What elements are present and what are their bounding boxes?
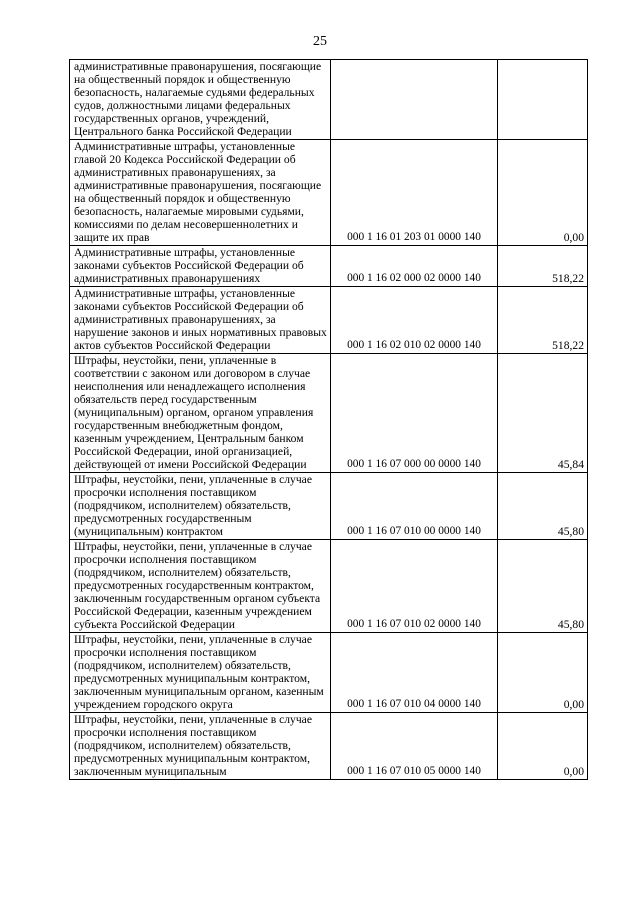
row-description: Штрафы, неустойки, пени, уплаченные в случае просрочки исполнения поставщиком (подрядчиком, исполнителем) обязательств, предусмотренных государственным (муниципальным) контрактом xyxy=(70,473,331,540)
row-amount: 518,22 xyxy=(498,246,588,287)
table-row xyxy=(70,540,588,633)
row-code: 000 1 16 07 000 00 0000 140 xyxy=(331,354,498,473)
row-code: 000 1 16 01 203 01 0000 140 xyxy=(331,140,498,246)
table-row xyxy=(70,633,588,713)
row-description: Штрафы, неустойки, пени, уплаченные в случае просрочки исполнения поставщиком (подрядчиком, исполнителем) обязательств, предусмотренных государственным контрактом, заключенным государственным органом субъекта Российской Федерации, казенным учреждением субъекта Российской Федерации xyxy=(70,540,331,633)
row-description: Штрафы, неустойки, пени, уплаченные в случае просрочки исполнения поставщиком (подрядчиком, исполнителем) обязательств, предусмотренных муниципальным контрактом, заключенным муниципальным органом, казенным учреждением городского округа xyxy=(70,633,331,713)
table-row xyxy=(70,473,588,540)
row-amount: 45,80 xyxy=(498,473,588,540)
budget-table xyxy=(69,59,588,780)
row-amount: 0,00 xyxy=(498,633,588,713)
row-amount: 45,84 xyxy=(498,354,588,473)
row-description: Штрафы, неустойки, пени, уплаченные в случае просрочки исполнения поставщиком (подрядчиком, исполнителем) обязательств, предусмотренных муниципальным контрактом, заключенным муниципальным xyxy=(70,713,331,780)
page-number: 25 xyxy=(313,34,327,49)
row-description: Административные штрафы, установленные законами субъектов Российской Федерации об административных правонарушениях xyxy=(70,246,331,287)
table-row xyxy=(70,354,588,473)
row-amount: 45,80 xyxy=(498,540,588,633)
row-description: Административные штрафы, установленные главой 20 Кодекса Российской Федерации об административных правонарушениях, за административные правонарушения, посягающие на общественный порядок и общественную безопасность, налагаемые мировыми судьями, комиссиями по делам несовершеннолетних и защите их прав xyxy=(70,140,331,246)
row-description: административные правонарушения, посягающие на общественный порядок и общественную безопасность, налагаемые судьями федеральных судов, должностными лицами федеральных государственных органов, учреждений, Центрального банка Российской Федерации xyxy=(70,60,331,140)
row-code: 000 1 16 02 000 02 0000 140 xyxy=(331,246,498,287)
row-code xyxy=(331,60,498,140)
row-amount xyxy=(498,60,588,140)
table-row xyxy=(70,140,588,246)
row-code: 000 1 16 07 010 04 0000 140 xyxy=(331,633,498,713)
table-row xyxy=(70,60,588,140)
row-code: 000 1 16 07 010 00 0000 140 xyxy=(331,473,498,540)
table-row xyxy=(70,713,588,780)
row-code: 000 1 16 07 010 02 0000 140 xyxy=(331,540,498,633)
table-row xyxy=(70,246,588,287)
row-code: 000 1 16 02 010 02 0000 140 xyxy=(331,287,498,354)
row-amount: 0,00 xyxy=(498,140,588,246)
row-description: Административные штрафы, установленные законами субъектов Российской Федерации об административных правонарушениях, за нарушение законов и иных нормативных правовых актов субъектов Российской Федерации xyxy=(70,287,331,354)
row-code: 000 1 16 07 010 05 0000 140 xyxy=(331,713,498,780)
row-description: Штрафы, неустойки, пени, уплаченные в соответствии с законом или договором в случае неисполнения или ненадлежащего исполнения обязательств перед государственным (муниципальным) органом, органом управления государственным внебюджетным фондом, казенным учреждением, Центральным банком Российской Федерации, иной организацией, действующей от имени Российской Федерации xyxy=(70,354,331,473)
row-amount: 518,22 xyxy=(498,287,588,354)
row-amount: 0,00 xyxy=(498,713,588,780)
table-row xyxy=(70,287,588,354)
